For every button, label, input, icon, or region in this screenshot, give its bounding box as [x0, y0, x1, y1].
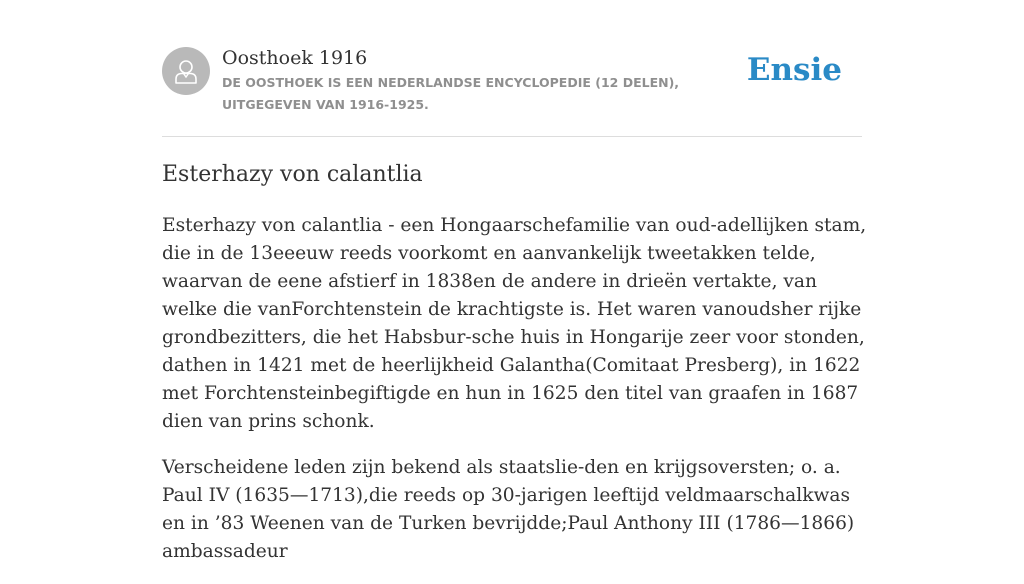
source-header [162, 46, 862, 137]
entry-content [162, 212, 870, 584]
source-title[interactable]: Oosthoek 1916 [222, 47, 368, 69]
entry-paragraph: Esterhazy von calantlia - een Hongaarschefamilie van oud-adellijken stam, die in de 13eeeuw reeds voorkomt en aanvankelijk tweetakken telde, waarvan de eene afstierf in 1838en de andere in drieën vertakte, van welke die vanForchtenstein de krachtigste is. Het waren vanoudsher rijke grondbezitters, die het Habsbur-sche huis in Hongarije zeer voor stonden, dathen in 1421 met de heerlijkheid Galantha(Comitaat Presberg), in 1622 met Forchtensteinbegiftigde en hun in 1625 den titel van graafen in 1687 dien van prins schonk. [162, 215, 867, 432]
entry-title: Esterhazy von calantlia [162, 162, 423, 187]
source-description: DE OOSTHOEK IS EEN NEDERLANDSE ENCYCLOPEDIE (12 DELEN), UITGEGEVEN VAN 1916-1925. [222, 75, 680, 112]
source-avatar[interactable] [162, 47, 210, 95]
user-icon [171, 56, 201, 86]
ensie-logo[interactable]: Ensie [746, 52, 842, 88]
entry-paragraph: Verscheidene leden zijn bekend als staatslie-den en krijgsoversten; o. a. Paul IV (1635—1713),die reeds op 30-jarigen leeftijd veldmaarschalkwas en in ’83 Weenen van de Turken bevrijdde;Paul Anthony III (1786—1866) ambassadeur [162, 457, 855, 562]
